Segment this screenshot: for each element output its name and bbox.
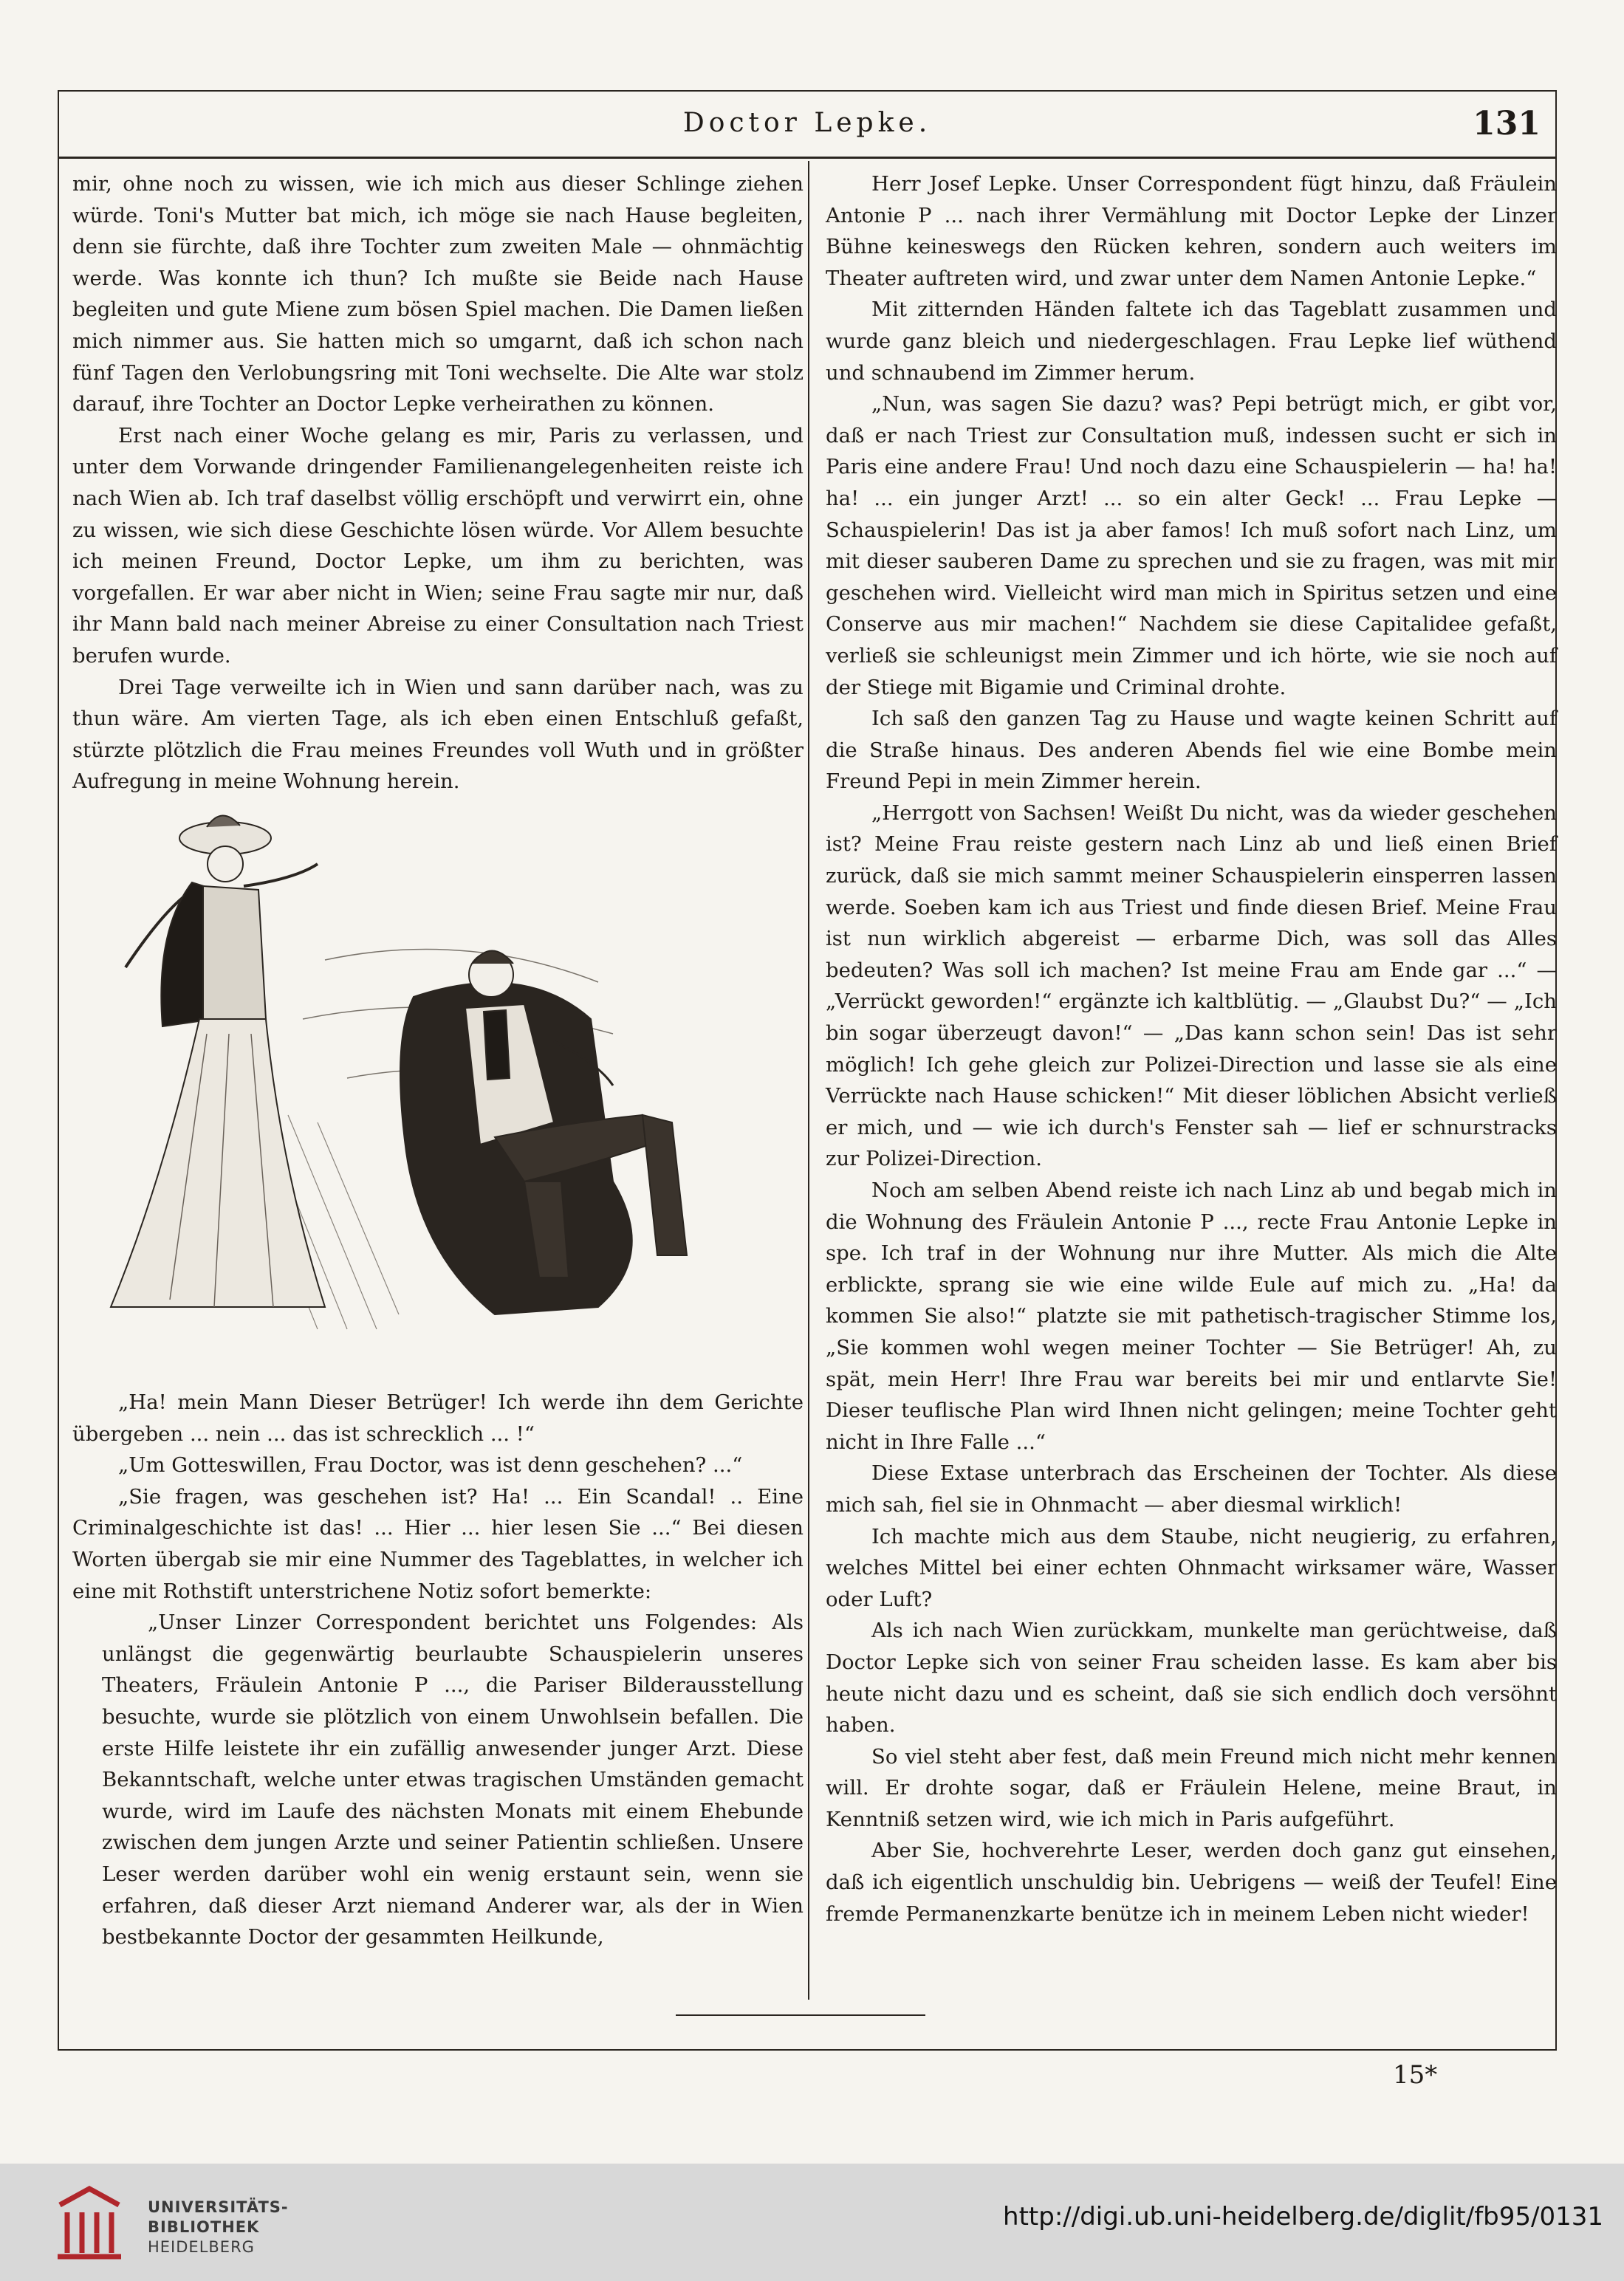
- paragraph: Herr Josef Lepke. Unser Correspondent fügt hinzu, daß Fräulein Antonie P ... nach ihrer Vermählung mit Doctor Lepke der Linzer Bühne keineswegs den Rücken kehren, sondern auch weiters im Theater auftreten wird, und zwar unter dem Namen Antonie Lepke.“: [826, 172, 1557, 290]
- footer-bar: [0, 2164, 1624, 2281]
- illustration: [81, 798, 798, 1373]
- paragraph: „Um Gotteswillen, Frau Doctor, was ist denn geschehen? ...“: [118, 1453, 743, 1478]
- library-name-line: UNIVERSITÄTS-: [148, 2198, 289, 2216]
- quoted-notice: „Unser Linzer Correspondent berichtet uns Folgendes: Als unlängst die gegenwärtig beurlaubte Schauspielerin unseres Theaters, Fräulein Antonie P ..., die Pariser Bilderausstellung besuchte, wurde sie plötzlich von einem Unwohlsein befallen. Die erste Hilfe leistete ihr ein zufällig anwesender junger Arzt. Diese Bekanntschaft, welche unter etwas tragischen Umständen gemacht wurde, wird im Laufe des nächsten Monats mit einem Ehebunde zwischen dem jungen Arzte und seiner Patientin schließen. Unsere Leser werden darüber wohl ein wenig erstaunt sein, wenn sie erfahren, daß dieser Arzt niemand Anderer war, als der in Wien bestbekannte Doctor der gesammten Heilkunde,: [102, 1611, 804, 1949]
- left-column-top: [72, 168, 804, 798]
- paragraph: Mit zitternden Händen faltete ich das Tageblatt zusammen und wurde ganz bleich und niedergeschlagen. Frau Lepke lief wüthend und schnaubend im Zimmer herum.: [826, 298, 1557, 385]
- header-rule: [58, 157, 1557, 159]
- paragraph: So viel steht aber fest, daß mein Freund mich nicht mehr kennen will. Er drohte sogar, daß er Fräulein Helene, meine Braut, in Kenntniß setzen wird, wie ich mich in Paris aufgeführt.: [826, 1744, 1557, 1831]
- engraving-woman-confronting-man-icon: [81, 798, 798, 1373]
- running-title: Doctor Lepke.: [682, 108, 932, 138]
- paragraph: „Herrgott von Sachsen! Weißt Du nicht, was da wieder geschehen ist? Meine Frau reiste gestern nach Linz ab und ließ einen Brief zurück, daß sie mich sammt meiner Schauspielerin einsperren lassen werde. Soeben kam ich aus Triest und finde diesen Brief. Meine Frau ist nun wirklich abgereist — erbarme Dich, was soll das Alles bedeuten? Was soll ich machen? Ist meine Frau am Ende gar ...“ — „Verrückt geworden!“ ergänzte ich kaltblütig. — „Glaubst Du?“ — „Ich bin sogar überzeugt davon!“ — „Das kann schon sein! Das ist sehr möglich! Ich gehe gleich zur Polizei-Direction und lasse sie als eine Verrückte nach Hause schicken!“ Mit dieser löblichen Absicht verließ er mich, und — wie ich durch's Fenster sah — lief er schnurstracks zur Polizei-Direction.: [826, 800, 1557, 1171]
- page-number: 131: [1473, 105, 1541, 143]
- paragraph: „Ha! mein Mann Dieser Betrüger! Ich werde ihn dem Gerichte übergeben ... nein ... das ist schrecklich ... !“: [72, 1390, 804, 1446]
- library-name: [148, 2198, 289, 2257]
- library-name-line: HEIDELBERG: [148, 2238, 255, 2256]
- running-head: [58, 105, 1557, 152]
- paragraph: Als ich nach Wien zurückkam, munkelte man gerüchtweise, daß Doctor Lepke sich von seiner Frau scheiden lasse. Es kam aber bis heute nicht dazu und es scheint, daß sie sich endlich doch versöhnt haben.: [826, 1619, 1557, 1738]
- paragraph: Ich saß den ganzen Tag zu Hause und wagte keinen Schritt auf die Straße hinaus. Des anderen Abends fiel wie eine Bombe mein Freund Pepi in mein Zimmer herein.: [826, 707, 1557, 794]
- paragraph: „Sie fragen, was geschehen ist? Ha! ... Ein Scandal! .. Eine Criminalgeschichte ist das! ... Hier ... hier lesen Sie ...“ Bei diesen Worten übergab sie mir eine Nummer des Tageblattes, in welcher ich eine mit Rothstift unterstrichene Notiz sofort bemerkte:: [72, 1484, 804, 1603]
- left-column-bottom: [72, 1387, 804, 1953]
- paragraph: Ich machte mich aus dem Staube, nicht neugierig, zu erfahren, welches Mittel bei einer echten Ohnmacht wirksamer wäre, Wasser oder Luft?: [826, 1524, 1557, 1611]
- signature-mark: 15*: [1393, 2060, 1438, 2090]
- library-name-line: BIBLIOTHEK: [148, 2218, 260, 2236]
- paragraph: Aber Sie, hochverehrte Leser, werden doch ganz gut einsehen, daß ich eigentlich unschuldig bin. Uebrigens — weiß der Teufel! Eine fremde Permanenzkarte benütze ich in meinem Leben nicht wieder!: [826, 1839, 1557, 1926]
- column-divider: [808, 161, 809, 2000]
- paragraph: „Nun, was sagen Sie dazu? was? Pepi betrügt mich, er gibt vor, daß er nach Triest zur Consultation muß, indessen sucht er sich in Paris eine andere Frau! Und noch dazu eine Schauspielerin — ha! ha! ha! ... ein junger Arzt! ... so ein alter Geck! ... Frau Lepke — Schauspielerin! Das ist ja aber famos! Ich muß sofort nach Linz, um mit dieser sauberen Dame zu sprechen und sie zu fragen, was mit mir geschehen wird. Vielleicht wird man mich in Spiritus setzen und eine Conserve aus mir machen!“ Nachdem sie diese Capitalidee gefaßt, verließ sie schleunigst mein Zimmer und ich hörte, wie sie noch auf der Stiege mit Bigamie und Criminal drohte.: [826, 392, 1557, 699]
- paragraph: mir, ohne noch zu wissen, wie ich mich aus dieser Schlinge ziehen würde. Toni's Mutter bat mich, ich möge sie nach Hause begleiten, denn sie fürchte, daß ihre Tochter zum zweiten Male — ohnmächtig werde. Was konnte ich thun? Ich mußte sie Beide nach Hause begleiten und gute Miene zum bösen Spiel machen. Die Damen ließen mich nimmer aus. Sie hatten mich so umgarnt, daß ich schon nach fünf Tagen den Verlobungsring mit Toni wechselte. Die Alte war stolz darauf, ihre Tochter an Doctor Lepke verheirathen zu können.: [72, 172, 804, 416]
- paragraph: Diese Extase unterbrach das Erscheinen der Tochter. Als diese mich sah, fiel sie in Ohnmacht — aber diesmal wirklich!: [826, 1461, 1557, 1517]
- paragraph: Erst nach einer Woche gelang es mir, Paris zu verlassen, und unter dem Vorwande dringender Familienangelegenheiten reiste ich nach Wien ab. Ich traf daselbst völlig erschöpft und verwirrt ein, ohne zu wissen, wie sich diese Geschichte lösen würde. Vor Allem besuchte ich meinen Freund, Doctor Lepke, um ihm zu berichten, was vorgefallen. Er war aber nicht in Wien; seine Frau sagte mir nur, daß ihr Mann bald nach meiner Abreise zu einer Consultation nach Triest berufen wurde.: [72, 423, 804, 668]
- paragraph: Drei Tage verweilte ich in Wien und sann darüber nach, was zu thun wäre. Am vierten Tage, als ich eben einen Entschluß gefaßt, stürzte plötzlich die Frau meines Freundes voll Wuth und in größter Aufregung in meine Wohnung herein.: [72, 675, 804, 794]
- end-rule: [676, 2014, 925, 2016]
- right-column: [826, 168, 1557, 1930]
- paragraph: Noch am selben Abend reiste ich nach Linz ab und begab mich in die Wohnung des Fräulein Antonie P ..., recte Frau Antonie Lepke in spe. Ich traf in der Wohnung nur ihre Mutter. Als mich die Alte erblickte, sprang sie wie eine wilde Eule auf mich zu. „Ha! da kommen Sie also!“ platzte sie mit pathetisch-tragischer Stimme los, „Sie kommen wohl wegen meiner Tochter — Sie Betrüger! Ah, zu spät, mein Herr! Ihre Frau war bereits bei mir und entlarvte Sie! Dieser teuflische Plan wird Ihnen nicht gelingen; meine Tochter geht nicht in Ihre Falle ...“: [826, 1179, 1557, 1454]
- university-library-logo-icon: [49, 2183, 130, 2264]
- permalink-url[interactable]: http://digi.ub.uni-heidelberg.de/diglit/fb95/0131: [1003, 2202, 1603, 2232]
